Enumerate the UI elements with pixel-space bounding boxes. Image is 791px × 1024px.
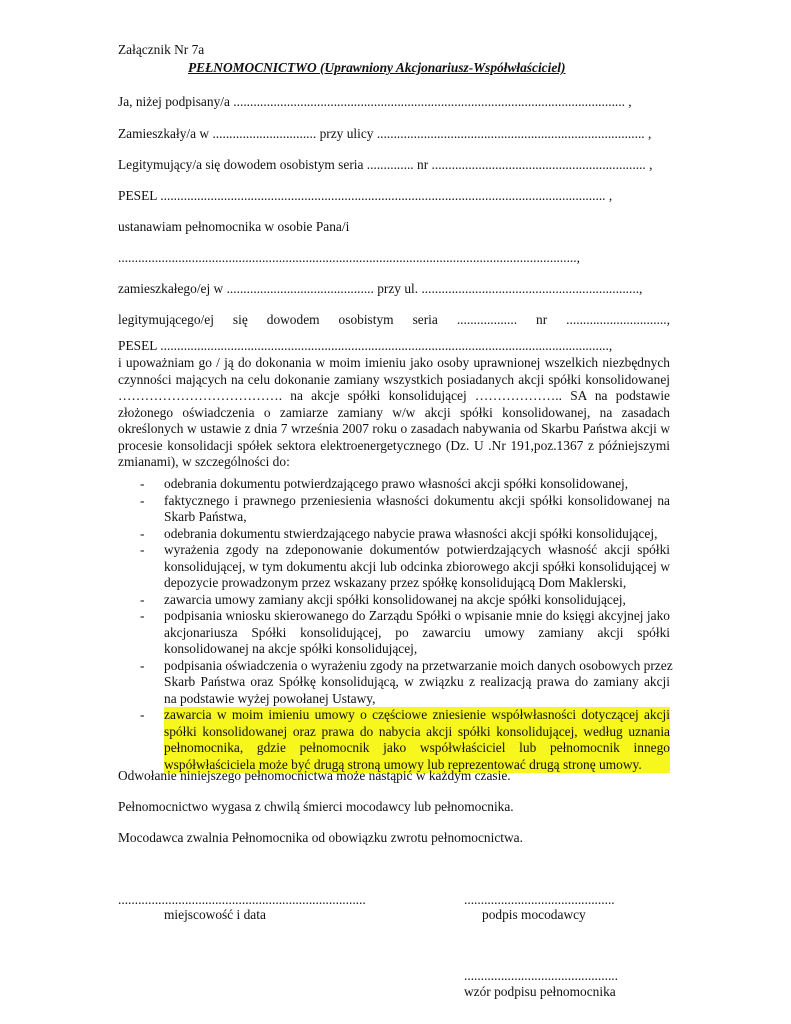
principal-residence-field[interactable]: Zamieszkały/a w ............................... przy ulicy ................................................................................ , [118,126,652,141]
document-page [118,0,673,1024]
list-item: - wyrażenia zgody na zdeponowanie dokumentów potwierdzających własność akcji spółki konsolidującej, w tym dokumentu akcji lub odcinka zbiorowego akcji spółki konsolidującej w depozycie prowadzonym przez wskazany przez spółkę konsolidującą Dom Maklerski, [118,542,670,592]
principal-signature-label: podpis mocodawcy [482,907,586,922]
proxy-id-field[interactable]: legitymującego/ej się dowodem osobistym seria .................. nr .............................., [118,312,670,327]
proxy-name-field[interactable]: ........................................................................................................................................., [118,250,580,265]
principal-name-field[interactable]: Ja, niżej podpisany/a ..................................................................................................................... , [118,94,632,109]
proxy-residence-field[interactable]: zamieszkałego/ej w ............................................ przy ul. ................................................................., [118,281,643,296]
appoint-proxy-text: ustanawiam pełnomocnika w osobie Pana/i [118,219,350,234]
list-item: - podpisania wniosku skierowanego do Zarządu Spółki o wpisanie mnie do księgi akcyjnej jako akcjonariusza Spółki konsolidującej, po zawarciu umowy zamiany akcji spółki konsolidowanej na akcje spółki konsolidującej, [118,608,670,658]
authorization-scope-list [118,476,673,773]
principal-id-field[interactable]: Legitymujący/a się dowodem osobistym seria .............. nr ................................................................ , [118,157,653,172]
principal-signature-line[interactable]: ............................................. [464,892,615,907]
list-item: - odebrania dokumentu potwierdzającego prawo własności akcji spółki konsolidowanej, [118,476,670,493]
revocation-clause: Odwołanie niniejszego pełnomocnictwa może nastąpić w każdym czasie. [118,768,511,783]
principal-pesel-field[interactable]: PESEL ..................................................................................................................................... , [118,188,613,203]
place-date-line[interactable]: .......................................................................... [118,892,366,907]
list-item: - zawarcia umowy zamiany akcji spółki konsolidowanej na akcje spółki konsolidującej, [118,592,670,609]
proxy-pesel-field[interactable]: PESEL ......................................................................................................................................, [118,338,613,353]
attachment-number: Załącznik Nr 7a [118,42,205,57]
document-title: PEŁNOMOCNICTWO (Uprawniony Akcjonariusz-Współwłaściciel) [188,60,566,75]
proxy-signature-line[interactable]: .............................................. [464,968,618,983]
release-clause: Mocodawca zwalnia Pełnomocnika od obowiązku zwrotu pełnomocnictwa. [118,830,523,845]
list-item: - faktycznego i prawnego przeniesienia własności dokumentu akcji spółki konsolidowanej na Skarb Państwa, [118,493,670,526]
list-item: - zawarcia w moim imieniu umowy o częściowe zniesienie współwłasności dotyczącej akcji spółki konsolidowanej oraz prawa do nabycia akcji spółki konsolidującej, według uznania pełnomocnika, gdzie pełnomocnik jako współwłaściciel lub pełnomocnik innego współwłaściciela może być drugą stroną umowy lub reprezentować drugą stronę umowy. [118,707,670,773]
proxy-signature-label: wzór podpisu pełnomocnika [464,984,616,999]
list-item: - odebrania dokumentu stwierdzającego nabycie prawa własności akcji spółki konsolidującej, [118,526,670,543]
expiry-clause: Pełnomocnictwo wygasa z chwilą śmierci mocodawcy lub pełnomocnika. [118,799,514,814]
authorization-paragraph: i upoważniam go / ją do dokonania w moim imieniu jako osoby uprawnionej wszelkich niezbędnych czynności mających na celu dokonanie zamiany wszystkich posiadanych akcji spółki konsolidowanej ………………………………. na akcje spółki konsolidującej ……………….. SA na podstawie złożonego oświadczenia o zamiarze zamiany w/w akcji spółki konsolidowanej, na zasadach określonych w ustawie z dnia 7 września 2007 roku o zasadach nabywania od Skarbu Państwa akcji w procesie konsolidacji spółek sektora elektroenergetycznego (Dz. U .Nr 191,poz.1367 z późniejszymi zmianami), w szczególności do: [118,355,670,469]
place-date-label: miejscowość i data [164,907,266,922]
list-item: - podpisania oświadczenia o wyrażeniu zgody na przetwarzanie moich danych osobowych przez Skarb Państwa oraz Spółkę konsolidującą, w związku z realizacją prawa do zamiany akcji na podstawie wyżej powołanej Ustawy, [118,658,670,708]
